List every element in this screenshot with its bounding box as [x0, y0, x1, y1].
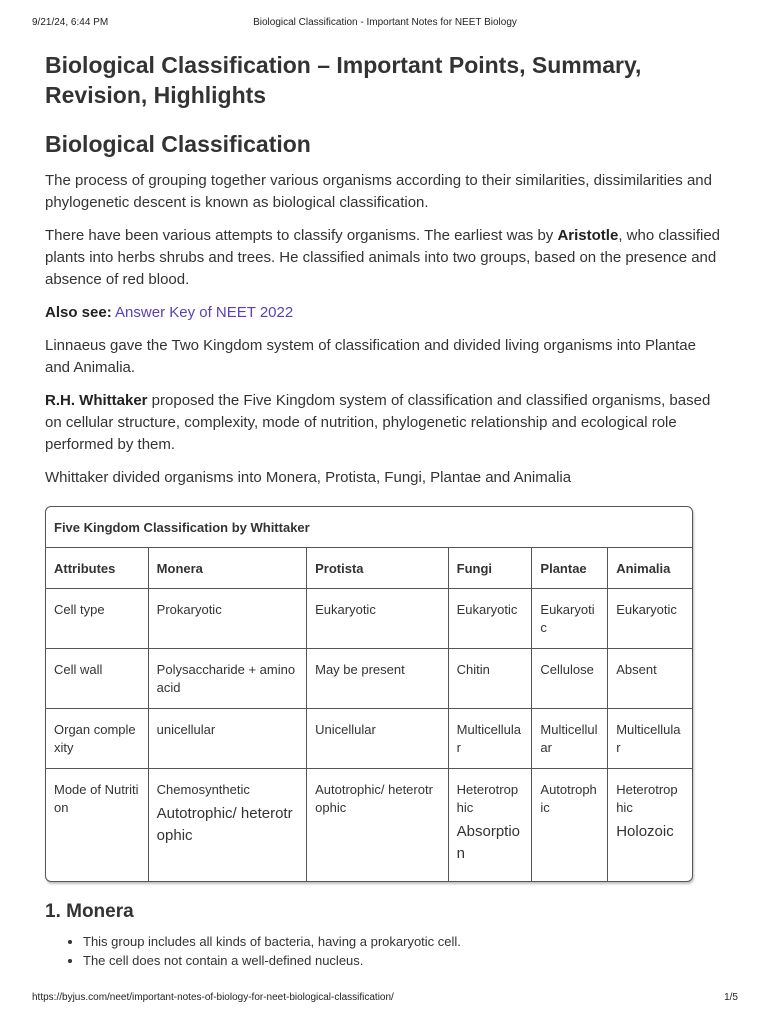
table-cell: Eukaryotic	[449, 589, 533, 649]
table-cell: Cell type	[46, 589, 149, 649]
table-header-cell: Attributes	[46, 548, 149, 589]
print-footer	[32, 992, 738, 1006]
table-cell: unicellular	[149, 709, 307, 769]
table-cell-extra: Autotrophic/ heterotrophic	[156, 805, 293, 844]
table-cell: May be present	[307, 649, 449, 709]
print-header	[32, 17, 738, 31]
aristotle-text-after: , who classified plants into herbs shrubs and trees. He classified animals into two groups, based on the presence and absence of red blood.	[45, 227, 721, 288]
table-row	[46, 589, 692, 649]
whittaker-paragraph	[45, 390, 725, 456]
table-row	[46, 709, 692, 769]
table-row	[46, 769, 692, 881]
aristotle-text-before: There have been various attempts to classify organisms. The earliest was by	[45, 227, 558, 244]
whittaker-divided-paragraph	[45, 467, 725, 489]
table-cell-text: Chemosynthetic	[156, 782, 250, 797]
table-cell: Multicellular	[532, 709, 608, 769]
table-header-cell: Plantae	[532, 548, 608, 589]
table-cell: Cellulose	[532, 649, 608, 709]
whittaker-name: R.H. Whittaker	[45, 392, 148, 409]
table-cell: Absent	[608, 649, 692, 709]
monera-heading: 1. Monera	[45, 901, 134, 922]
table-header-cell: Animalia	[608, 548, 692, 589]
intro-paragraph	[45, 170, 725, 214]
aristotle-paragraph	[45, 225, 725, 291]
answer-key-link[interactable]: Answer Key of NEET 2022	[115, 304, 294, 321]
also-see-paragraph	[45, 302, 725, 324]
table-cell-extra: Holozoic	[616, 823, 674, 840]
article-content	[45, 50, 725, 970]
print-page-title: Biological Classification - Important Notes for NEET Biology	[253, 17, 517, 28]
table-cell: Multicellular	[608, 709, 692, 769]
table-row	[46, 649, 692, 709]
table-cell-extra: Absorption	[456, 823, 521, 862]
table-header-cell: Monera	[149, 548, 307, 589]
table-cell: Autotrophic/ heterotrophic	[307, 769, 449, 881]
table-cell: Eukaryotic	[532, 589, 608, 649]
print-datetime: 9/21/24, 6:44 PM	[32, 17, 109, 28]
table-cell: Prokaryotic	[149, 589, 307, 649]
linnaeus-paragraph	[45, 335, 725, 379]
monera-bullet-list	[45, 932, 725, 970]
table-cell	[608, 769, 692, 881]
table-cell: Organ complexity	[46, 709, 149, 769]
list-item: • This group includes all kinds of bacteria, having a prokaryotic cell.	[83, 932, 725, 951]
table-cell	[149, 769, 307, 881]
table-cell	[449, 769, 533, 881]
table-cell-text: Heterotrophic	[616, 782, 678, 815]
table-cell: Multicellular	[449, 709, 533, 769]
table-cell: Autotrophic	[532, 769, 608, 881]
five-kingdom-table	[45, 506, 693, 882]
whittaker-text: proposed the Five Kingdom system of classification and classified organisms, based on cellular structure, complexity, mode of nutrition, phylogenetic relationship and ecological role performed by them.	[45, 392, 711, 453]
print-url: https://byjus.com/neet/important-notes-of-biology-for-neet-biological-classification/	[32, 992, 394, 1003]
table-cell: Chitin	[449, 649, 533, 709]
linnaeus-text: Linnaeus gave the Two Kingdom system of classification and divided living organisms into Plantae and Animalia.	[45, 337, 696, 376]
table-cell: Polysaccharide + amino acid	[149, 649, 307, 709]
table-cell: Eukaryotic	[608, 589, 692, 649]
also-see-label: Also see:	[45, 304, 112, 321]
table-header-cell: Protista	[307, 548, 449, 589]
whittaker-divided-text: Whittaker divided organisms into Monera, Protista, Fungi, Plantae and Animalia	[45, 469, 572, 486]
page-title: Biological Classification – Important Points, Summary, Revision, Highlights	[45, 52, 642, 108]
section-heading: Biological Classification	[45, 131, 311, 157]
print-page-number: 1/5	[724, 992, 738, 1003]
table-cell: Unicellular	[307, 709, 449, 769]
table-cell-text: Heterotrophic	[456, 782, 519, 815]
table-header-row	[46, 548, 692, 589]
table-cell: Eukaryotic	[307, 589, 449, 649]
table-cell: Mode of Nutrition	[46, 769, 149, 881]
table-cell: Cell wall	[46, 649, 149, 709]
list-item: • The cell does not contain a well-defined nucleus.	[83, 951, 725, 970]
table-caption: Five Kingdom Classification by Whittaker	[46, 507, 692, 548]
table-header-cell: Fungi	[449, 548, 533, 589]
intro-text: The process of grouping together various organisms according to their similarities, dissimilarities and phylogenetic descent is known as biological classification.	[45, 172, 712, 211]
aristotle-name: Aristotle	[557, 227, 619, 244]
